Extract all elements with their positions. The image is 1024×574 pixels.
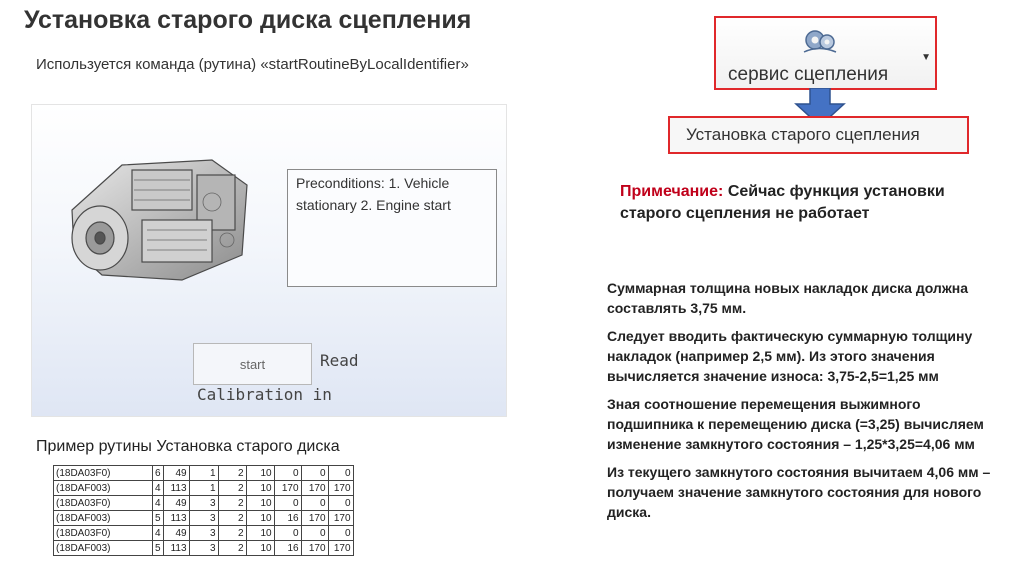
table-cell: 170 [328, 481, 353, 496]
table-cell: (18DA03F0) [54, 496, 153, 511]
table-cell: 10 [246, 511, 274, 526]
table-cell: (18DA03F0) [54, 466, 153, 481]
table-cell: 10 [246, 481, 274, 496]
page-subtitle: Используется команда (рутина) «startRoutineByLocalIdentifier» [36, 56, 469, 73]
table-cell: 170 [328, 541, 353, 556]
table-cell: (18DAF003) [54, 511, 153, 526]
paragraph: Из текущего замкнутого состояния вычитаем 4,06 мм – получаем значение замкнутого состояния для нового диска. [607, 464, 991, 520]
table-cell: 16 [274, 511, 301, 526]
table-cell: 2 [218, 466, 246, 481]
table-cell: 0 [274, 496, 301, 511]
table-cell: 113 [163, 511, 189, 526]
table-row [54, 496, 354, 511]
table-cell: 0 [328, 496, 353, 511]
table-cell: 3 [189, 511, 218, 526]
read-label: Read [320, 351, 359, 370]
table-cell: 0 [301, 526, 328, 541]
table-cell: 170 [301, 541, 328, 556]
table-cell: (18DAF003) [54, 541, 153, 556]
note-label: Примечание: [620, 183, 724, 200]
table-cell: 4 [153, 496, 164, 511]
table-cell: 49 [163, 496, 189, 511]
table-cell: 2 [218, 541, 246, 556]
page-title: Установка старого диска сцепления [24, 6, 472, 34]
explanation-text [607, 278, 1002, 530]
table-cell: 1 [189, 481, 218, 496]
table-cell: (18DAF003) [54, 481, 153, 496]
table-cell: 170 [328, 511, 353, 526]
table-cell: 3 [189, 496, 218, 511]
gearbox-image [62, 140, 262, 290]
table-cell: (18DA03F0) [54, 526, 153, 541]
table-row [54, 466, 354, 481]
table-cell: 6 [153, 466, 164, 481]
menu-label: сервис сцепления [728, 64, 889, 85]
calibration-label: Calibration in [197, 385, 332, 404]
table-cell: 10 [246, 496, 274, 511]
table-cell: 16 [274, 541, 301, 556]
table-cell: 4 [153, 481, 164, 496]
table-cell: 0 [301, 496, 328, 511]
install-old-clutch-item[interactable]: Установка старого сцепления [668, 116, 969, 154]
table-cell: 2 [218, 481, 246, 496]
table-cell: 49 [163, 466, 189, 481]
table-row [54, 526, 354, 541]
note-text: Сейчас функция установки старого сцепления не работает [620, 183, 945, 222]
table-row [54, 511, 354, 526]
paragraph: Следует вводить фактическую суммарную толщину накладок (например 2,5 мм). Из этого значения вычисляется значение износа: 3,75-2,5=1,25 мм [607, 328, 973, 384]
table-cell: 1 [189, 466, 218, 481]
table-cell: 3 [189, 541, 218, 556]
table-cell: 170 [301, 481, 328, 496]
paragraph: Зная соотношение перемещения выжимного подшипника к перемещению диска (=3,25) вычисляем изменение замкнутого состояния – 1,25*3,25=4,06 мм [607, 396, 984, 452]
table-cell: 0 [328, 466, 353, 481]
table-cell: 0 [274, 526, 301, 541]
routine-example-table [53, 465, 354, 556]
table-cell: 0 [301, 466, 328, 481]
table-cell: 4 [153, 526, 164, 541]
table-cell: 113 [163, 481, 189, 496]
clutch-service-menu[interactable] [714, 16, 937, 90]
table-cell: 10 [246, 541, 274, 556]
preconditions-box: Preconditions: 1. Vehicle stationary 2. Engine start [287, 169, 497, 287]
start-button[interactable]: start [193, 343, 312, 385]
table-cell: 0 [274, 466, 301, 481]
dropdown-caret-icon[interactable]: ▼ [921, 52, 931, 63]
table-row [54, 481, 354, 496]
example-caption: Пример рутины Установка старого диска [36, 438, 340, 455]
table-cell: 10 [246, 466, 274, 481]
note [620, 181, 980, 225]
table-row [54, 541, 354, 556]
table-cell: 2 [218, 526, 246, 541]
table-cell: 2 [218, 511, 246, 526]
table-cell: 170 [301, 511, 328, 526]
paragraph: Суммарная толщина новых накладок диска должна составлять 3,75 мм. [607, 280, 968, 316]
table-cell: 3 [189, 526, 218, 541]
table-cell: 0 [328, 526, 353, 541]
table-cell: 2 [218, 496, 246, 511]
table-cell: 170 [274, 481, 301, 496]
clutch-service-icon [800, 24, 838, 54]
table-cell: 10 [246, 526, 274, 541]
table-cell: 5 [153, 511, 164, 526]
routine-app-panel [31, 104, 507, 417]
table-cell: 113 [163, 541, 189, 556]
table-cell: 5 [153, 541, 164, 556]
table-cell: 49 [163, 526, 189, 541]
